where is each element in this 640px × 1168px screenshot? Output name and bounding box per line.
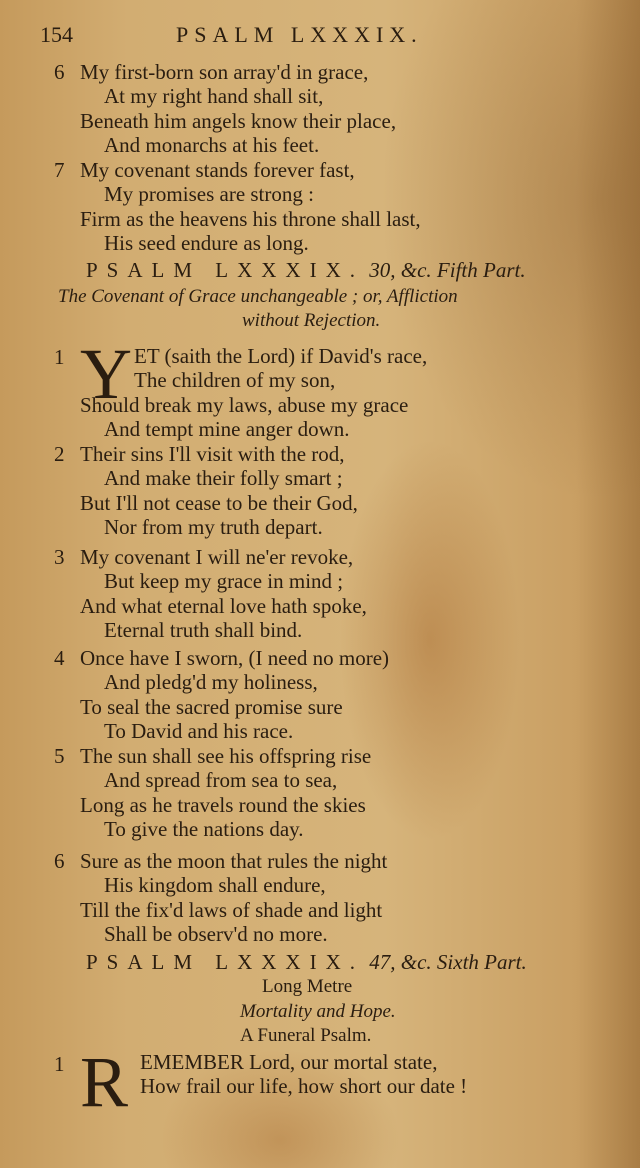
verse-line: Nor from my truth depart.: [104, 515, 323, 539]
verse-line: To seal the sacred promise sure: [80, 695, 343, 719]
verse-line: At my right hand shall sit,: [104, 84, 324, 108]
section-subtitle: The Covenant of Grace unchangeable ; or, Affliction: [58, 286, 458, 307]
verse-number: 6: [54, 849, 65, 873]
drop-cap: R: [80, 1042, 129, 1122]
verse-line: Their sins I'll visit with the rod,: [80, 442, 345, 466]
heading-part: 47, &c. Sixth Part.: [369, 950, 527, 974]
verse-line: Long as he travels round the skies: [80, 793, 366, 817]
section-subtitle: without Rejection.: [242, 310, 381, 331]
verse-line: My first-born son array'd in grace,: [80, 60, 369, 84]
page-number: 154: [40, 22, 73, 47]
verse-number: 6: [54, 60, 65, 84]
verse-line: My covenant I will ne'er revoke,: [80, 545, 354, 569]
verse-line: Beneath him angels know their place,: [80, 109, 397, 133]
verse-line: His seed endure as long.: [104, 231, 309, 255]
verse-line: The children of my son,: [134, 368, 336, 392]
verse-number: 2: [54, 442, 65, 466]
verse-line: Sure as the moon that rules the night: [80, 849, 388, 873]
verse-line: To give the nations day.: [104, 817, 304, 841]
verse-line: EMEMBER Lord, our mortal state,: [140, 1050, 438, 1074]
verse-line: And tempt mine anger down.: [104, 417, 350, 441]
verse-line: And monarchs at his feet.: [104, 133, 320, 157]
verse-line: Once have I sworn, (I need no more): [80, 646, 390, 670]
verse-line: And make their folly smart ;: [104, 466, 343, 490]
running-title: PSALM LXXXIX.: [176, 22, 423, 47]
verse-line: But keep my grace in mind ;: [104, 569, 344, 593]
verse-number: 1: [54, 1052, 65, 1076]
verse-number: 1: [54, 345, 65, 369]
section-subtitle: Mortality and Hope.: [240, 1001, 396, 1022]
verse-number: 3: [54, 545, 65, 569]
heading-psalm: PSALM LXXXIX.: [86, 950, 365, 974]
verse-line: My promises are strong :: [104, 182, 314, 206]
section-heading: [86, 258, 526, 282]
verse-line: Shall be observ'd no more.: [104, 922, 328, 946]
section-heading: [86, 950, 527, 974]
verse-line: To David and his race.: [104, 719, 294, 743]
verse-line: And spread from sea to sea,: [104, 768, 338, 792]
heading-psalm: PSALM LXXXIX.: [86, 258, 365, 282]
verse-line: Should break my laws, abuse my grace: [80, 393, 409, 417]
verse-line: Eternal truth shall bind.: [104, 618, 303, 642]
verse-line: And pledg'd my holiness,: [104, 670, 318, 694]
verse-line: The sun shall see his offspring rise: [80, 744, 372, 768]
section-subtitle: A Funeral Psalm.: [240, 1025, 372, 1046]
verse-line: How frail our life, how short our date !: [140, 1074, 468, 1098]
verse-line: But I'll not cease to be their God,: [80, 491, 358, 515]
verse-number: 4: [54, 646, 65, 670]
heading-part: 30, &c. Fifth Part.: [369, 258, 526, 282]
verse-line: His kingdom shall endure,: [104, 873, 326, 897]
meter-label: Long Metre: [262, 976, 353, 997]
verse-number: 5: [54, 744, 65, 768]
verse-line: Till the fix'd laws of shade and light: [80, 898, 383, 922]
verse-number: 7: [54, 158, 65, 182]
verse-line: Firm as the heavens his throne shall last,: [80, 207, 421, 231]
verse-line: ET (saith the Lord) if David's race,: [134, 344, 428, 368]
drop-cap: Y: [80, 334, 132, 414]
verse-line: My covenant stands forever fast,: [80, 158, 355, 182]
verse-line: And what eternal love hath spoke,: [80, 594, 367, 618]
